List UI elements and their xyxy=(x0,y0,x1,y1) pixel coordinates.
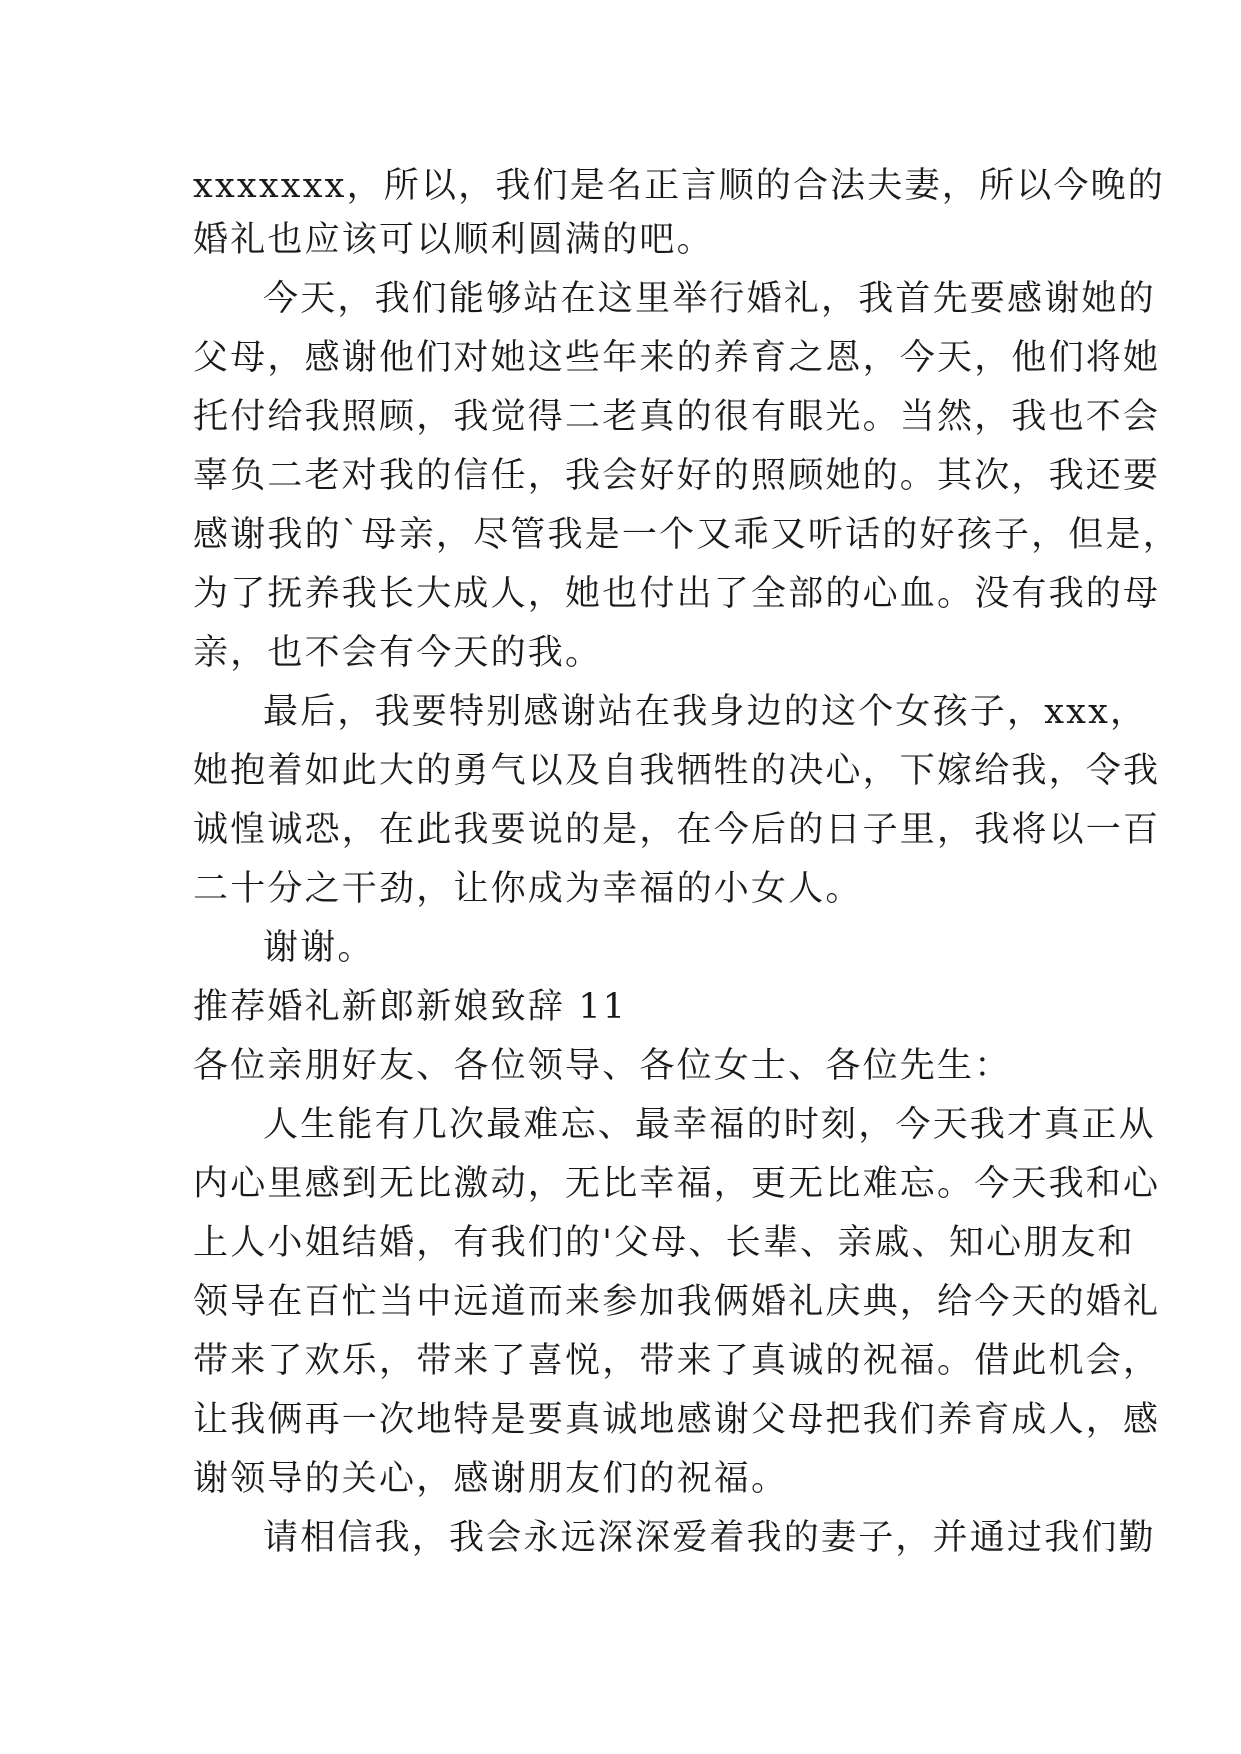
text-line: 领导在百忙当中远道而来参加我俩婚礼庆典，给今天的婚礼 xyxy=(193,1282,1161,1322)
text-line: 请相信我，我会永远深深爱着我的妻子，并通过我们勤 xyxy=(263,1518,1156,1558)
text-line: 人生能有几次最难忘、最幸福的时刻，今天我才真正从 xyxy=(263,1105,1156,1145)
text-line: 内心里感到无比激动，无比幸福，更无比难忘。今天我和心 xyxy=(193,1164,1161,1204)
text-line: xxxxxxx，所以，我们是名正言顺的合法夫妻，所以今晚的 xyxy=(193,166,1165,206)
text-line: 父母，感谢他们对她这些年来的养育之恩，今天，他们将她 xyxy=(193,338,1161,378)
text-line: 托付给我照顾，我觉得二老真的很有眼光。当然，我也不会 xyxy=(193,397,1161,437)
text-line: 上人小姐结婚，有我们的'父母、长辈、亲戚、知心朋友和 xyxy=(193,1223,1135,1263)
text-line: 诚惶诚恐，在此我要说的是，在今后的日子里，我将以一百 xyxy=(193,810,1161,850)
section-heading: 推荐婚礼新郎新娘致辞 11 xyxy=(193,987,628,1027)
text-line: 为了抚养我长大成人，她也付出了全部的心血。没有我的母 xyxy=(193,574,1161,614)
text-line: 二十分之干劲，让你成为幸福的小女人。 xyxy=(193,869,863,909)
text-line: 最后，我要特别感谢站在我身边的这个女孩子，xxx， xyxy=(263,692,1148,732)
text-line: 她抱着如此大的勇气以及自我牺牲的决心，下嫁给我，令我 xyxy=(193,751,1161,791)
text-line: 谢谢。 xyxy=(263,928,375,968)
text-line: 带来了欢乐，带来了喜悦，带来了真诚的祝福。借此机会， xyxy=(193,1341,1161,1381)
text-line: 辜负二老对我的信任，我会好好的照顾她的。其次，我还要 xyxy=(193,456,1161,496)
text-line: 感谢我的`母亲，尽管我是一个又乖又听话的好孩子，但是， xyxy=(193,515,1180,555)
text-line: 婚礼也应该可以顺利圆满的吧。 xyxy=(193,220,714,260)
text-line: 让我俩再一次地特是要真诚地感谢父母把我们养育成人，感 xyxy=(193,1400,1161,1440)
text-line: 谢领导的关心，感谢朋友们的祝福。 xyxy=(193,1459,789,1499)
salutation-line: 各位亲朋好友、各位领导、各位女士、各位先生： xyxy=(193,1046,1012,1086)
text-line: 今天，我们能够站在这里举行婚礼，我首先要感谢她的 xyxy=(263,279,1156,319)
text-line: 亲，也不会有今天的我。 xyxy=(193,633,603,673)
